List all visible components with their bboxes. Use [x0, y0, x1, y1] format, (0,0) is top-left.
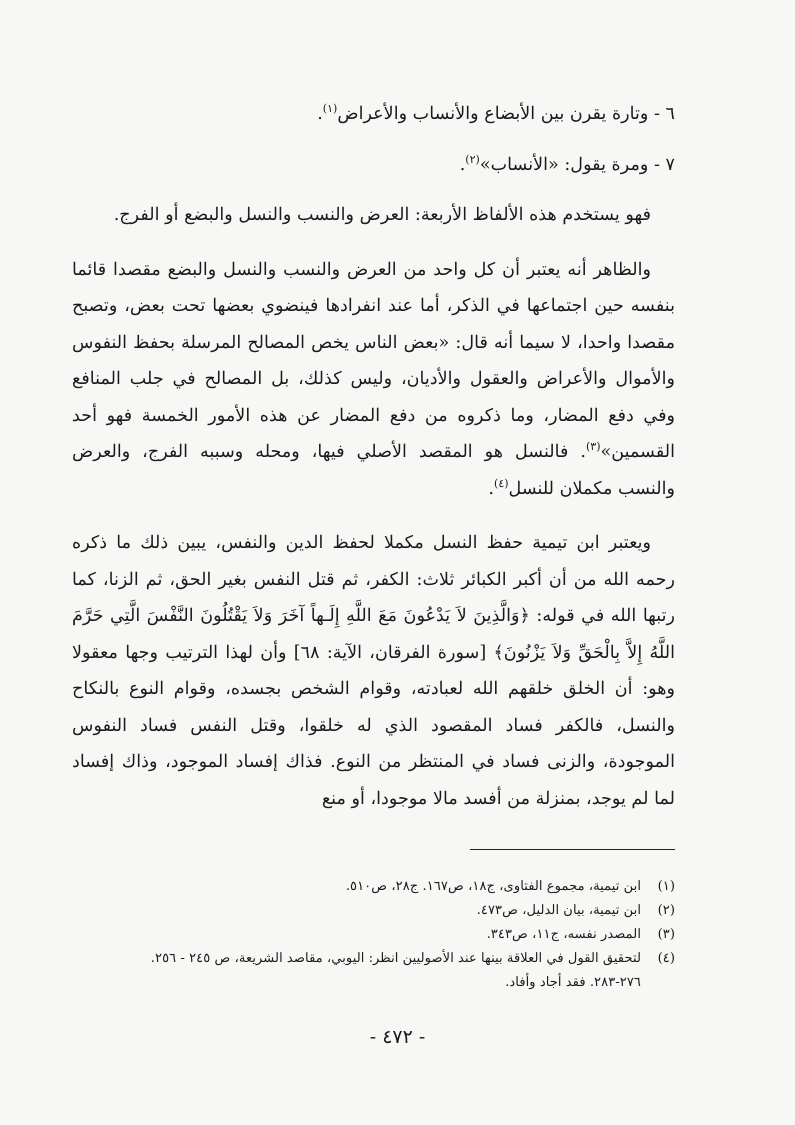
- footnote-ref[interactable]: (٤): [494, 476, 509, 490]
- paragraph-1: فهو يستخدم هذه الألفاظ الأربعة: العرض والنسب والنسل والبضع أو الفرج.: [113, 205, 651, 225]
- quran-verse: ﴿وَالَّذِينَ لاَ يَدْعُونَ مَعَ اللَّهِ إِلَـهاً آخَرَ وَلاَ يَقْتُلُونَ النَّفْسَ الَّتِي حَرَّمَ اللَّهُ إِلاَّ بِالْحَقِّ وَلاَ يَزْنُونَ﴾: [72, 606, 676, 663]
- paragraph-2: والظاهر أنه يعتبر أن كل واحد من العرض والنسب والنسل والبضع مقصدا قائما بنفسه حين اجتماعها في الذكر، أما عند انفرادها فينضوي بعضها تحت بعض، وتصبح مقصدا واحدا، لا سيما أنه قال: «بعض الناس يخص المصالح المرسلة بحفظ النفوس والأموال والأعراض والعقول والأديان، وليس كذلك، بل المصالح في جلب المنافع وفي دفع المضار، وما ذكروه من دفع المضار عن هذه الأمور الخمسة فهو أحد القسمين»$^{(٣)}$. فالنسل هو المقصد الأصلي فيها، ومحله وسببه الفرج، والعرض والنسب مكملان للنسل$^{(٤)}$.: [72, 259, 675, 499]
- footnote: (٢) ابن تيمية، بيان الدليل، ص٤٧٣.: [476, 903, 675, 918]
- footnote-ref[interactable]: (٣): [586, 440, 601, 454]
- list-item: ٦ - وتارة يقرن بين الأبضاع والأنساب والأعراض$^{(١)}$.: [317, 102, 675, 124]
- footnote-ref[interactable]: (١): [322, 102, 338, 116]
- footnote: (٤) لتحقيق القول في العلاقة بينها عند الأصوليين انظر: اليوبي، مقاصد الشريعة، ص ٢٤٥ - ٢٥٦. ٢٧٦-٢٨٣. فقد أجاد وأفاد.: [150, 951, 675, 990]
- paragraph-3: ويعتبر ابن تيمية حفظ النسل مكملا لحفظ الدين والنفس، يبين ذلك ما ذكره رحمه الله من أن أكبر الكبائر ثلاث: الكفر، ثم قتل النفس بغير الحق، ثم الزنا، كما رتبها الله في قوله: ﴿وَالَّذِينَ لاَ يَدْعُونَ مَعَ اللَّهِ إِلَـهاً آخَرَ وَلاَ يَقْتُلُونَ النَّفْسَ الَّتِي حَرَّمَ اللَّهُ إِلاَّ بِالْحَقِّ وَلاَ يَزْنُونَ﴾ [سورة الفرقان، الآية: ٦٨] وأن لهذا الترتيب وجها معقولا وهو: أن الخلق خلقهم الله لعبادته، وقوام الشخص بجسده، وقوام النوع بالنكاح والنسل، فالكفر فساد المقصود الذي له خلقوا، وقتل النفس فساد النفوس الموجودة، والزنى فساد في المنتظر من النوع. فذاك إفساد الموجود، وذاك إفساد لما لم يوجد، بمنزلة من أفسد مالا موجودا، أو منع: [72, 533, 676, 809]
- footnotes: [100, 875, 675, 995]
- body-text: [72, 96, 675, 835]
- footnote: (٣) المصدر نفسه، ج١١، ص٣٤٣.: [486, 927, 675, 942]
- footnote: (١) ابن تيمية، مجموع الفتاوى، ج١٨، ص١٦٧. ج٢٨، ص٥١٠.: [345, 879, 675, 894]
- footnote-ref[interactable]: (٢): [465, 152, 480, 166]
- footnote-separator: [470, 849, 675, 850]
- list-item: ٧ - ومرة يقول: «الأنساب»$^{(٢)}$.: [459, 152, 675, 175]
- page-number: - ٤٧٢ -: [369, 1026, 426, 1048]
